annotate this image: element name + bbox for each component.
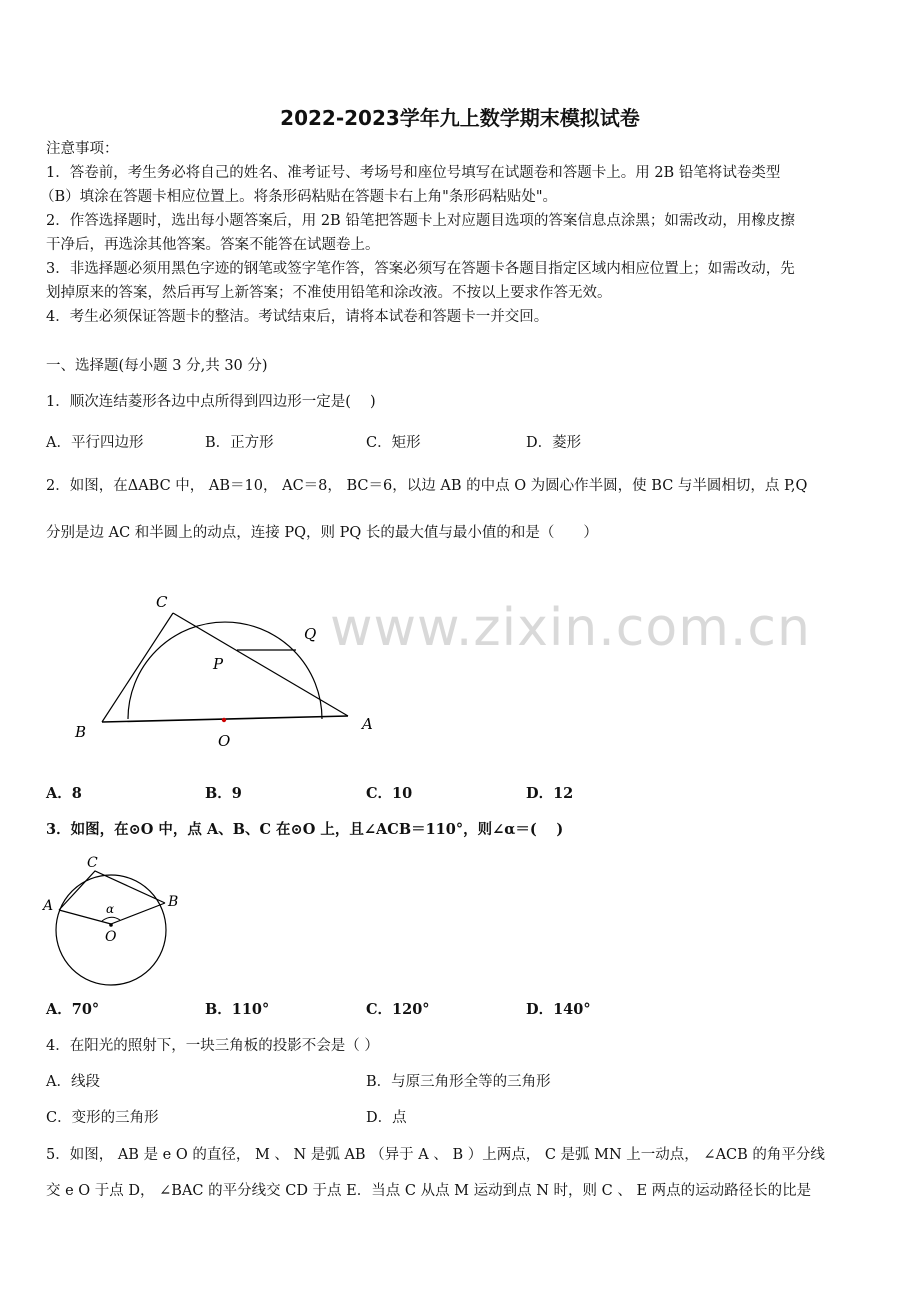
notice-heading: 注意事项： xyxy=(46,141,119,157)
notice-line: 干净后，再选涂其他答案。答案不能答在试题卷上。 xyxy=(46,237,380,253)
q2-option-c: C．10 xyxy=(366,785,413,802)
page-title: 2022-2023学年九上数学期末模拟试卷 xyxy=(280,106,640,130)
q4-option-d: D．点 xyxy=(366,1110,407,1126)
question-4-stem: 4．在阳光的照射下，一块三角板的投影不会是（ ） xyxy=(46,1038,379,1054)
q2-option-b: B．9 xyxy=(205,785,242,802)
label-b: B xyxy=(75,723,87,741)
q1-option-b: B．正方形 xyxy=(205,435,274,451)
circle-angle-figure xyxy=(38,848,188,988)
label-alpha: α xyxy=(106,902,115,916)
question-5-line1: 5．如图， AB 是 e O 的直径， M 、 N 是弧 AB （异于 A 、 B ）上两点， C 是弧 MN 上一动点， ∠ACB 的角平分线 xyxy=(46,1147,825,1163)
center-point-o xyxy=(222,718,226,722)
section-heading: 一、选择题(每小题 3 分,共 30 分) xyxy=(46,358,268,374)
q4-option-c: C．变形的三角形 xyxy=(46,1110,159,1126)
q2-option-d: D．12 xyxy=(526,785,574,802)
triangle-semicircle-figure xyxy=(60,585,390,755)
notice-line: 划掉原来的答案，然后再写上新答案；不准使用铅笔和涂改液。不按以上要求作答无效。 xyxy=(46,285,612,301)
label-o: O xyxy=(218,732,231,750)
angle-arc xyxy=(102,917,120,921)
notice-line: 1．答卷前，考生务必将自己的姓名、准考证号、考场号和座位号填写在试题卷和答题卡上。用 2B 铅笔将试卷类型 xyxy=(46,165,781,181)
question-1-stem: 1．顺次连结菱形各边中点所得到四边形一定是( ) xyxy=(46,394,376,410)
label-c: C xyxy=(156,593,168,611)
question-2-stem-line1: 2．如图，在ΔABC 中， AB＝10， AC＝8， BC＝6，以边 AB 的中点 O 为圆心作半圆，使 BC 与半圆相切，点 P,Q xyxy=(46,478,808,494)
notice-line: 2．作答选择题时，选出每小题答案后，用 2B 铅笔把答题卡上对应题目选项的答案信息点涂黑；如需改动，用橡皮擦 xyxy=(46,213,795,229)
question-3-stem: 3．如图，在⊙O 中，点 A、B、C 在⊙O 上，且∠ACB＝110°，则∠α＝( ) xyxy=(46,821,564,838)
q1-option-a: A．平行四边形 xyxy=(46,435,144,451)
q1-option-c: C．矩形 xyxy=(366,435,421,451)
notice-line: 3．非选择题必须用黑色字迹的钢笔或签字笔作答，答案必须写在答题卡各题目指定区域内相应位置上；如需改动，先 xyxy=(46,261,795,277)
q3-option-b: B．110° xyxy=(205,1001,270,1018)
notice-line: （B）填涂在答题卡相应位置上。将条形码粘贴在答题卡右上角"条形码粘贴处"。 xyxy=(40,189,557,205)
radius-oa xyxy=(59,910,111,924)
side-bc xyxy=(102,613,173,722)
label-c: C xyxy=(87,855,98,871)
label-b: B xyxy=(168,894,179,910)
question-2-stem-line2: 分别是边 AC 和半圆上的动点，连接 PQ，则 PQ 长的最大值与最小值的和是（ ） xyxy=(46,525,598,541)
label-p: P xyxy=(213,655,224,673)
question-5-line2: 交 e O 于点 D， ∠BAC 的平分线交 CD 于点 E．当点 C 从点 M 运动到点 N 时，则 C 、 E 两点的运动路径长的比是 xyxy=(46,1183,812,1199)
q3-option-a: A．70° xyxy=(46,1001,100,1018)
label-a: A xyxy=(362,715,373,733)
q1-option-d: D．菱形 xyxy=(526,435,582,451)
q3-option-d: D．140° xyxy=(526,1001,591,1018)
q3-option-c: C．120° xyxy=(366,1001,430,1018)
q2-option-a: A．8 xyxy=(46,785,82,802)
center-dot xyxy=(109,923,113,927)
watermark: www.zixin.com.cn xyxy=(330,598,811,658)
notice-line: 4．考生必须保证答题卡的整洁。考试结束后，请将本试卷和答题卡一并交回。 xyxy=(46,309,549,325)
label-a: A xyxy=(43,898,54,914)
q4-option-a: A．线段 xyxy=(46,1074,100,1090)
label-q: Q xyxy=(304,625,317,643)
radius-ob xyxy=(111,903,165,924)
label-o: O xyxy=(105,929,117,945)
q4-option-b: B．与原三角形全等的三角形 xyxy=(366,1074,551,1090)
